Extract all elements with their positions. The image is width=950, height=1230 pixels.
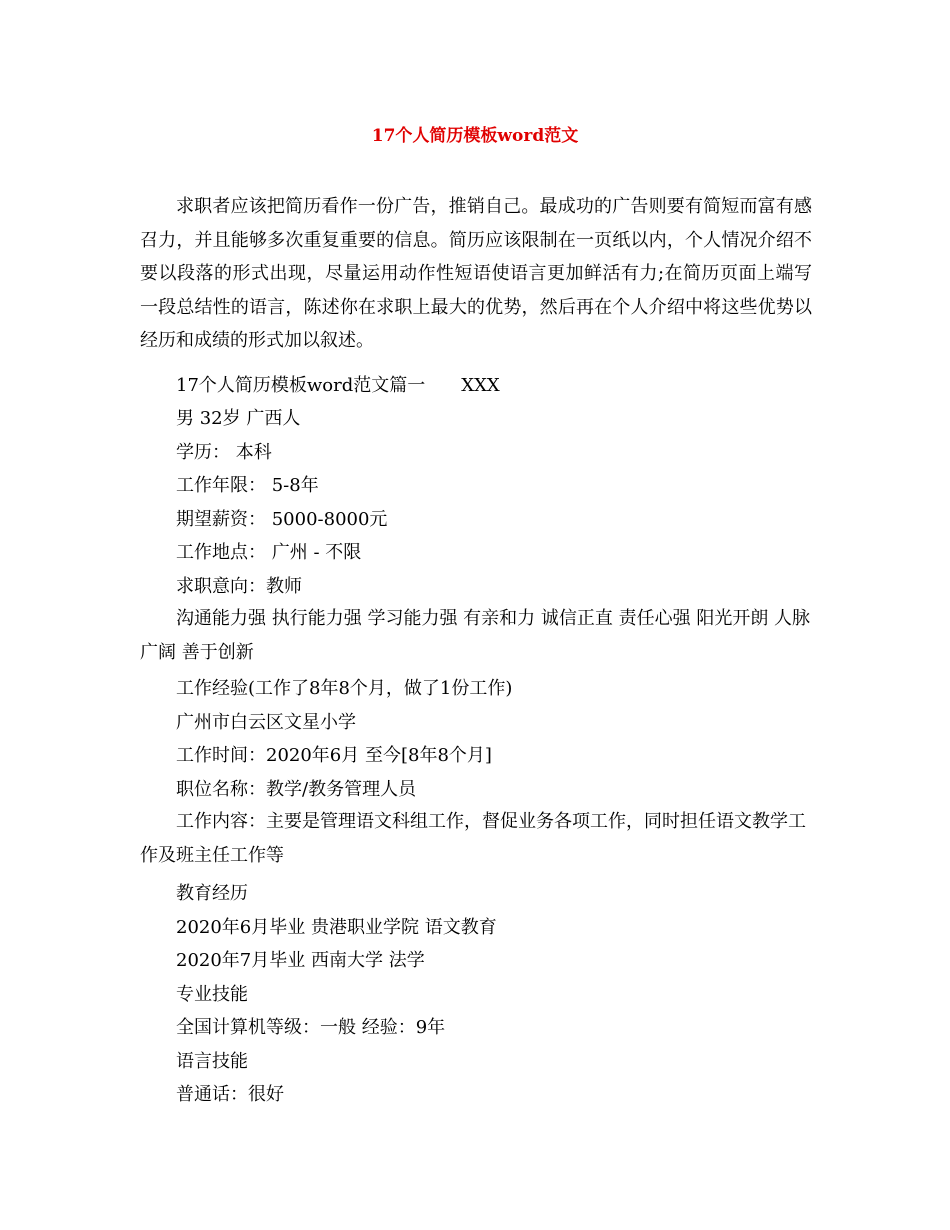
language-heading: 语言技能 (176, 1051, 248, 1072)
document-title: 17个人简历模板word范文 (371, 126, 579, 146)
section-heading: 17个人简历模板word范文篇一 (176, 375, 426, 396)
job-intention: 求职意向：教师 (176, 576, 302, 597)
work-period: 工作时间：2020年6月 至今[8年8个月] (176, 745, 492, 766)
intro-paragraph: 求职者应该把简历看作一份广告，推销自己。最成功的广告则要有简短而富有感召力，并且能够多次重复重要的信息。简历应该限制在一页纸以内，个人情况介绍不要以段落的形式出现，尽量运用动作性短语使语言更加鲜活有力;在简历页面上端写一段总结性的语言，陈述你在求职上最大的优势，然后再在个人介绍中将这些优势以经历和成绩的形式加以叙述。 (140, 196, 812, 352)
basic-info: 男 32岁 广西人 (176, 408, 301, 429)
education-entry-2: 2020年7月毕业 西南大学 法学 (176, 950, 425, 971)
candidate-name: XXX (461, 375, 500, 396)
position: 职位名称：教学/教务管理人员 (176, 779, 417, 800)
computer-skill: 全国计算机等级：一般 经验：9年 (176, 1017, 446, 1038)
strengths: 沟通能力强 执行能力强 学习能力强 有亲和力 诚信正直 责任心强 阳光开朗 人脉广阔 善于创新 (140, 608, 811, 663)
mandarin-skill: 普通话：很好 (176, 1084, 284, 1105)
employer: 广州市白云区文星小学 (176, 712, 356, 733)
job-content: 工作内容：主要是管理语文科组工作，督促业务各项工作，同时担任语文教学工作及班主任工作等 (140, 811, 806, 866)
expected-salary: 期望薪资： 5000-8000元 (176, 509, 388, 530)
section-heading-line (176, 374, 816, 398)
work-years: 工作年限： 5-8年 (176, 475, 319, 496)
education-heading: 教育经历 (176, 883, 248, 904)
education-level: 学历： 本科 (176, 442, 272, 463)
skills-heading: 专业技能 (176, 984, 248, 1005)
education-entry-1: 2020年6月毕业 贵港职业学院 语文教育 (176, 917, 497, 938)
work-location: 工作地点： 广州 - 不限 (176, 542, 362, 563)
work-experience-heading: 工作经验(工作了8年8个月，做了1份工作) (176, 678, 513, 699)
